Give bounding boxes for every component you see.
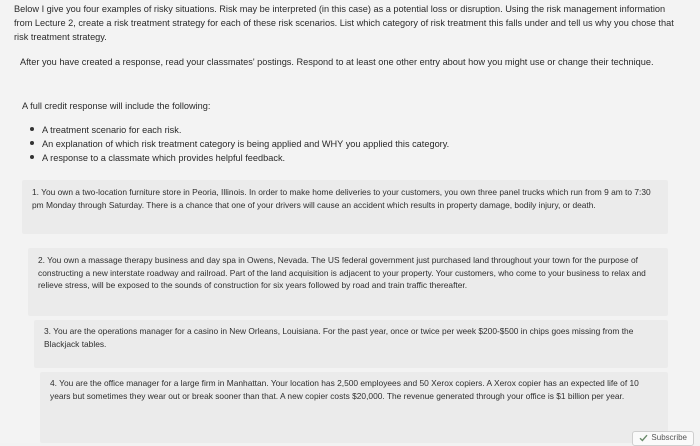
- requirements-list: [30, 123, 449, 165]
- list-item-text: A response to a classmate which provides helpful feedback.: [42, 153, 286, 163]
- scenario-3: 3. You are the operations manager for a casino in New Orleans, Louisiana. For the past year, once or twice per week $200-$500 in chips goes missing from the Blackjack tables.: [34, 320, 668, 368]
- scenario-1: 1. You own a two-location furniture store in Peoria, Illinois. In order to make home deliveries to your customers, you own three panel trucks which run from 9 am to 7:30 pm Monday through Saturday. There is a chance that one of your drivers will cause an accident which results in property damage, bodily injury, or death.: [22, 180, 668, 234]
- bullet-icon: [30, 127, 34, 131]
- bullet-icon: [30, 155, 34, 159]
- list-item-text: An explanation of which risk treatment category is being applied and WHY you applied this category.: [42, 139, 450, 149]
- check-icon: [639, 434, 648, 442]
- subscribe-label: Subscribe: [651, 433, 687, 442]
- list-item: [30, 137, 449, 151]
- bullet-icon: [30, 141, 34, 145]
- scenario-4: 4. You are the office manager for a large firm in Manhattan. Your location has 2,500 employees and 50 Xerox copiers. A Xerox copier has an expected life of 10 years but sometimes they wear out or break sooner than that. A new copier costs $20,000. The revenue generated through your office is $1 billion per year.: [40, 372, 668, 443]
- credit-heading: A full credit response will include the following:: [22, 101, 211, 111]
- intro-paragraph: Below I give you four examples of risky situations. Risk may be interpreted (in this case) as a potential loss or disruption. Using the risk management information from Lecture 2, create a risk treatment strategy for each of these risk scenarios. List which category of risk treatment this falls under and tell us why you chose that risk treatment strategy.: [14, 4, 674, 42]
- list-item: [30, 123, 449, 137]
- list-item-text: A treatment scenario for each risk.: [42, 125, 182, 135]
- instructions-paragraph: After you have created a response, read your classmates' postings. Respond to at least one other entry about how you might use or change their technique.: [20, 57, 654, 67]
- list-item: [30, 151, 449, 165]
- scenario-2: 2. You own a massage therapy business and day spa in Owens, Nevada. The US federal government just purchased land throughout your town for the purpose of constructing a new interstate roadway and railroad. Part of the land acquisition is adjacent to your property. Your customers, who come to your business to relax and relieve stress, will be exposed to the sounds of construction for six years followed by road and train traffic thereafter.: [28, 248, 668, 316]
- subscribe-button[interactable]: [632, 431, 694, 446]
